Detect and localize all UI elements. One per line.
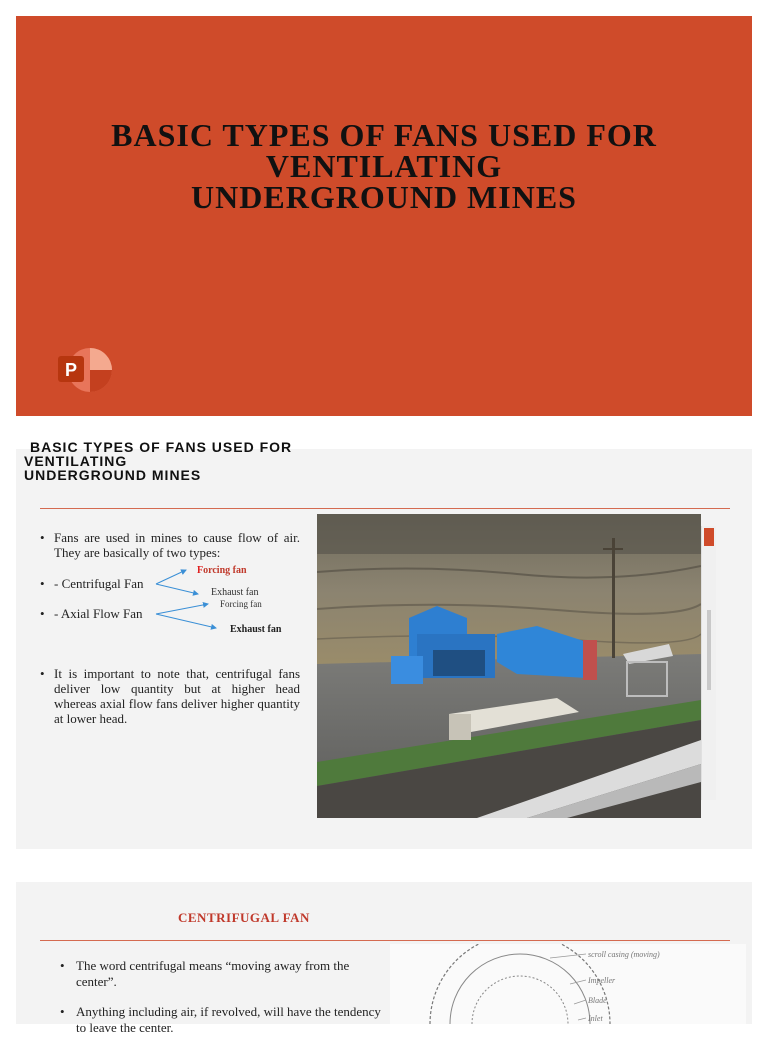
slide3-bullets — [60, 958, 382, 1050]
diagram-label-blade: Blade — [588, 996, 607, 1005]
forcing-fan-label-1: Forcing fan — [197, 565, 247, 576]
title-line-1: BASIC TYPES OF FANS USED FOR — [111, 117, 657, 153]
title-line-3: UNDERGROUND MINES — [191, 179, 577, 215]
mine-fan-illustration — [317, 514, 701, 818]
centrifugal-fan-diagram — [390, 944, 746, 1024]
title-slide — [16, 16, 752, 416]
title-line-2: VENTILATING — [265, 148, 503, 184]
slide2-title-line-3: UNDERGROUND MINES — [24, 467, 202, 483]
diagram-label-casing: scroll casing (moving) — [588, 950, 660, 959]
embedded-scrollbar[interactable] — [701, 526, 716, 800]
forcing-fan-label-2: Forcing fan — [220, 599, 262, 609]
scrollbar-thumb[interactable] — [707, 610, 711, 690]
powerpoint-letter: P — [64, 360, 78, 380]
slide2-divider — [40, 508, 730, 509]
diagram-label-inlet: Inlet — [588, 1014, 603, 1023]
slide2-title — [24, 440, 292, 482]
slide-title — [16, 117, 752, 215]
bullet-item: • The word centrifugal means “moving away from the center”. — [60, 958, 350, 989]
slide2-title-line-1: BASIC TYPES OF FANS USED FOR — [30, 439, 293, 455]
powerpoint-icon — [56, 346, 112, 394]
scrollbar-button[interactable] — [704, 528, 714, 546]
slide3-title: CENTRIFUGAL FAN — [178, 910, 310, 925]
diagram-label-impeller: Impeller — [588, 976, 616, 985]
bullet-item: • Anything including air, if revolved, will have the tendency to leave the center. — [60, 1004, 381, 1035]
mine-fan-photo — [317, 514, 701, 818]
slide3-divider — [40, 940, 730, 941]
fan-sketch — [390, 944, 746, 1024]
slide2-title-line-2: VENTILATING — [24, 453, 128, 469]
exhaust-fan-label-2: Exhaust fan — [230, 624, 282, 635]
exhaust-fan-label-1: Exhaust fan — [211, 587, 259, 598]
